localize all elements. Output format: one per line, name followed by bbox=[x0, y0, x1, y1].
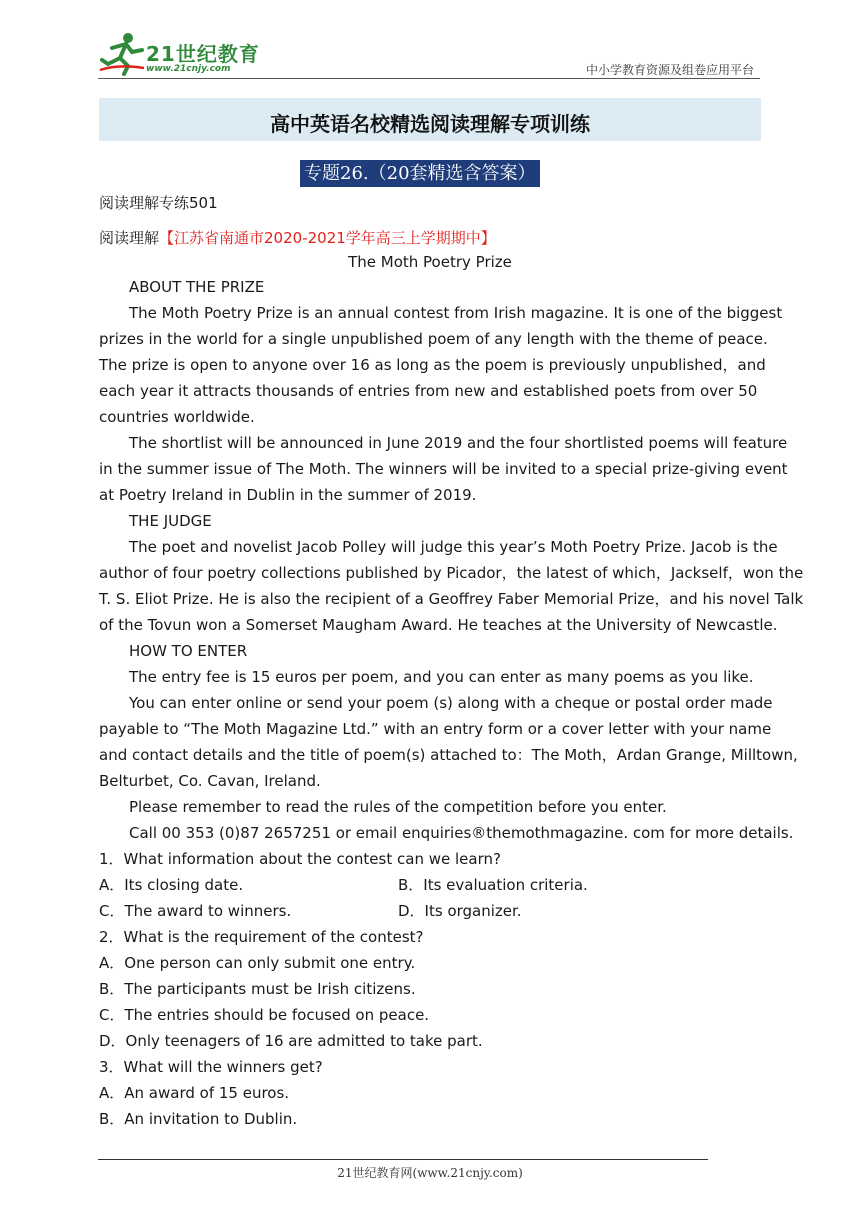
passage-line: Please remember to read the rules of the competition before you enter. bbox=[129, 798, 667, 816]
option-c: C．The award to winners. bbox=[99, 902, 292, 920]
source-line bbox=[99, 225, 496, 251]
page-title: 高中英语名校精选阅读理解专项训练 bbox=[270, 112, 590, 136]
passage-line: and contact details and the title of poem(s) attached to：The Moth，Ardan Grange, Milltown, bbox=[99, 746, 798, 764]
source-prefix: 阅读理解 bbox=[99, 229, 160, 247]
section-heading: THE JUDGE bbox=[129, 512, 212, 530]
passage-line: The prize is open to anyone over 16 as long as the poem is previously unpublished，and bbox=[99, 356, 766, 374]
passage-line: Belturbet, Co. Cavan, Ireland. bbox=[99, 772, 321, 790]
passage-line: in the summer issue of The Moth. The winners will be invited to a special prize-giving event bbox=[99, 460, 788, 478]
option-b: B．The participants must be Irish citizens. bbox=[99, 980, 416, 998]
source-text: 【江苏省南通市2020-2021学年高三上学期期中】 bbox=[159, 229, 496, 247]
passage-line: of the Tovun won a Somerset Maugham Award. He teaches at the University of Newcastle. bbox=[99, 616, 778, 634]
title-banner bbox=[99, 98, 761, 141]
site-logo bbox=[98, 30, 268, 76]
passage-title: The Moth Poetry Prize bbox=[348, 253, 512, 271]
passage-line: prizes in the world for a single unpublished poem of any length with the theme of peace. bbox=[99, 330, 768, 348]
footer-divider bbox=[98, 1159, 708, 1160]
question-2: 2．What is the requirement of the contest? bbox=[99, 928, 424, 946]
question-1-options-row1 bbox=[99, 872, 243, 898]
section-heading: HOW TO ENTER bbox=[129, 642, 248, 660]
option-a: A．Its closing date. bbox=[99, 876, 244, 894]
passage-line: author of four poetry collections published by Picador，the latest of which，Jackself，won the bbox=[99, 564, 804, 582]
section-heading: ABOUT THE PRIZE bbox=[129, 278, 265, 296]
passage-line: The poet and novelist Jacob Polley will judge this year’s Moth Poetry Prize. Jacob is the bbox=[129, 538, 778, 556]
header-divider bbox=[98, 78, 760, 79]
passage-line: Call 00 353 (0)87 2657251 or email enquiries®themothmagazine. com for more details. bbox=[129, 824, 794, 842]
option-b: B．Its evaluation criteria. bbox=[398, 876, 588, 894]
passage-line: each year it attracts thousands of entries from new and established poets from over 50 bbox=[99, 382, 758, 400]
page-footer: 21世纪教育网(www.21cnjy.com) bbox=[337, 1166, 523, 1180]
page-header bbox=[98, 30, 760, 78]
option-a: A．An award of 15 euros. bbox=[99, 1084, 290, 1102]
logo-text: 21世纪教育 bbox=[146, 42, 260, 66]
passage-line: The entry fee is 15 euros per poem, and you can enter as many poems as you like. bbox=[129, 668, 754, 686]
runner-logo-icon bbox=[98, 30, 146, 76]
passage-line: You can enter online or send your poem (s) along with a cheque or postal order made bbox=[129, 694, 773, 712]
logo-url: www.21cnjy.com bbox=[146, 64, 231, 74]
passage-line: The Moth Poetry Prize is an annual contest from Irish magazine. It is one of the biggest bbox=[129, 304, 783, 322]
passage-line: countries worldwide. bbox=[99, 408, 255, 426]
practice-label: 阅读理解专练501 bbox=[99, 194, 218, 212]
option-b: B．An invitation to Dublin. bbox=[99, 1110, 298, 1128]
topic-subtitle: 专题26.（20套精选含答案） bbox=[300, 160, 540, 187]
option-d: D．Its organizer. bbox=[398, 902, 522, 920]
option-a: A．One person can only submit one entry. bbox=[99, 954, 416, 972]
passage-line: T. S. Eliot Prize. He is also the recipient of a Geoffrey Faber Memorial Prize，and his novel Talk bbox=[99, 590, 804, 608]
question-3: 3．What will the winners get? bbox=[99, 1058, 323, 1076]
question-1: 1．What information about the contest can we learn? bbox=[99, 850, 501, 868]
header-platform-text: 中小学教育资源及组卷应用平台 bbox=[585, 63, 754, 77]
passage-line: The shortlist will be announced in June 2019 and the four shortlisted poems will feature bbox=[129, 434, 788, 452]
passage-line: payable to “The Moth Magazine Ltd.” with an entry form or a cover letter with your name bbox=[99, 720, 772, 738]
passage-line: at Poetry Ireland in Dublin in the summer of 2019. bbox=[99, 486, 477, 504]
option-d: D．Only teenagers of 16 are admitted to take part. bbox=[99, 1032, 483, 1050]
option-c: C．The entries should be focused on peace. bbox=[99, 1006, 430, 1024]
